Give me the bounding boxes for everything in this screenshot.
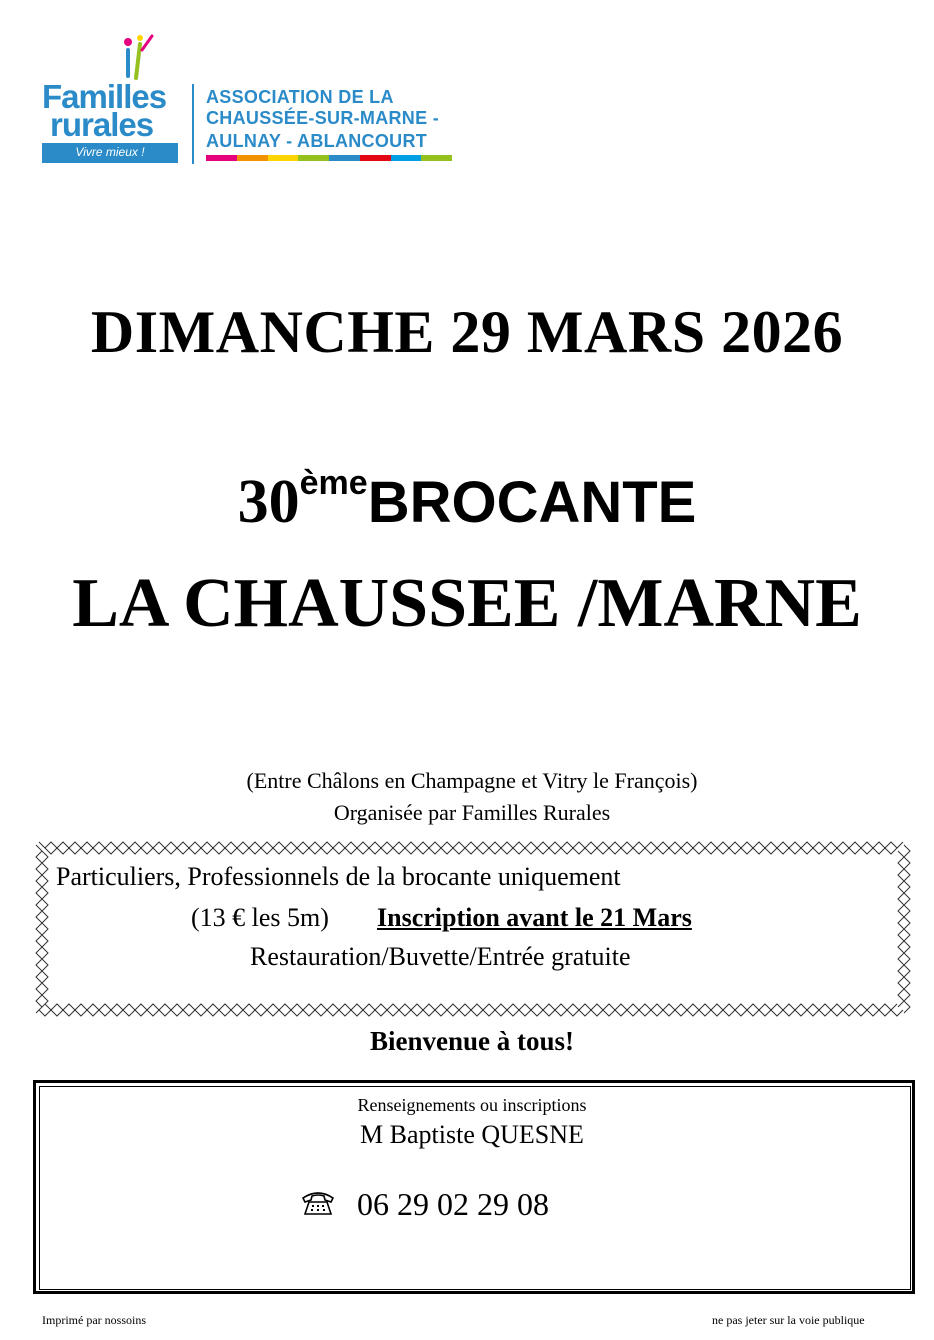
event-title xyxy=(0,464,934,538)
zigzag-border-line xyxy=(45,1004,897,1010)
association-name-line-1: ASSOCIATION DE LA xyxy=(206,87,394,107)
printed-by-note: Imprimé par nossoins xyxy=(42,1313,146,1327)
stripe-segment xyxy=(391,155,422,161)
event-date: DIMANCHE 29 MARS 2026 xyxy=(90,299,844,365)
organiser-line: Organisée par Familles Rurales xyxy=(333,800,611,825)
zigzag-border-line xyxy=(898,851,904,1007)
event-place: LA CHAUSSEE /MARNE xyxy=(72,565,862,642)
zigzag-border-line xyxy=(42,851,48,1007)
stripe-segment xyxy=(206,155,237,161)
contact-name: M Baptiste QUESNE xyxy=(360,1120,584,1149)
zigzag-border-line xyxy=(904,845,910,1013)
stripe-segment xyxy=(421,155,452,161)
price-line: (13 € les 5m) xyxy=(191,903,329,932)
location-note: (Entre Châlons en Champagne et Vitry le François) xyxy=(246,768,698,793)
zigzag-border-line xyxy=(45,848,897,854)
association-name-line-2: CHAUSSÉE-SUR-MARNE - xyxy=(206,108,440,128)
edition-suffix: ème xyxy=(299,464,368,502)
services-line: Restauration/Buvette/Entrée gratuite xyxy=(250,942,631,971)
familles-rurales-logo xyxy=(40,34,460,174)
stripe-segment xyxy=(268,155,299,161)
contact-heading: Renseignements ou inscriptions xyxy=(357,1095,587,1115)
contact-phone: 06 29 02 29 08 xyxy=(357,1186,549,1222)
stripe-segment xyxy=(329,155,360,161)
edition-number: 30 xyxy=(237,468,300,536)
registration-deadline: Inscription avant le 21 Mars xyxy=(377,903,692,932)
logo-tagline: Vivre mieux ! xyxy=(75,145,145,159)
welcome-text: Bienvenue à tous! xyxy=(369,1026,575,1056)
stripe-segment xyxy=(360,155,391,161)
participants-line: Particuliers, Professionnels de la brocante uniquement xyxy=(56,862,621,891)
stripe-segment xyxy=(298,155,329,161)
brocante-word: BROCANTE xyxy=(367,470,697,535)
stripe-segment xyxy=(237,155,268,161)
logo-color-stripe xyxy=(206,155,452,161)
zigzag-border-line xyxy=(39,1010,903,1016)
litter-notice: ne pas jeter sur la voie publique xyxy=(712,1313,865,1327)
zigzag-border-line xyxy=(39,842,903,848)
telephone-icon xyxy=(300,1188,336,1216)
logo-word-rurales: rurales xyxy=(50,106,154,143)
logo-word-familles: Familles xyxy=(42,78,167,115)
zigzag-border-line xyxy=(36,845,42,1013)
logo-divider xyxy=(192,84,194,164)
logo-figures-icon xyxy=(118,34,158,82)
association-name-line-3: AULNAY - ABLANCOURT xyxy=(206,131,428,151)
